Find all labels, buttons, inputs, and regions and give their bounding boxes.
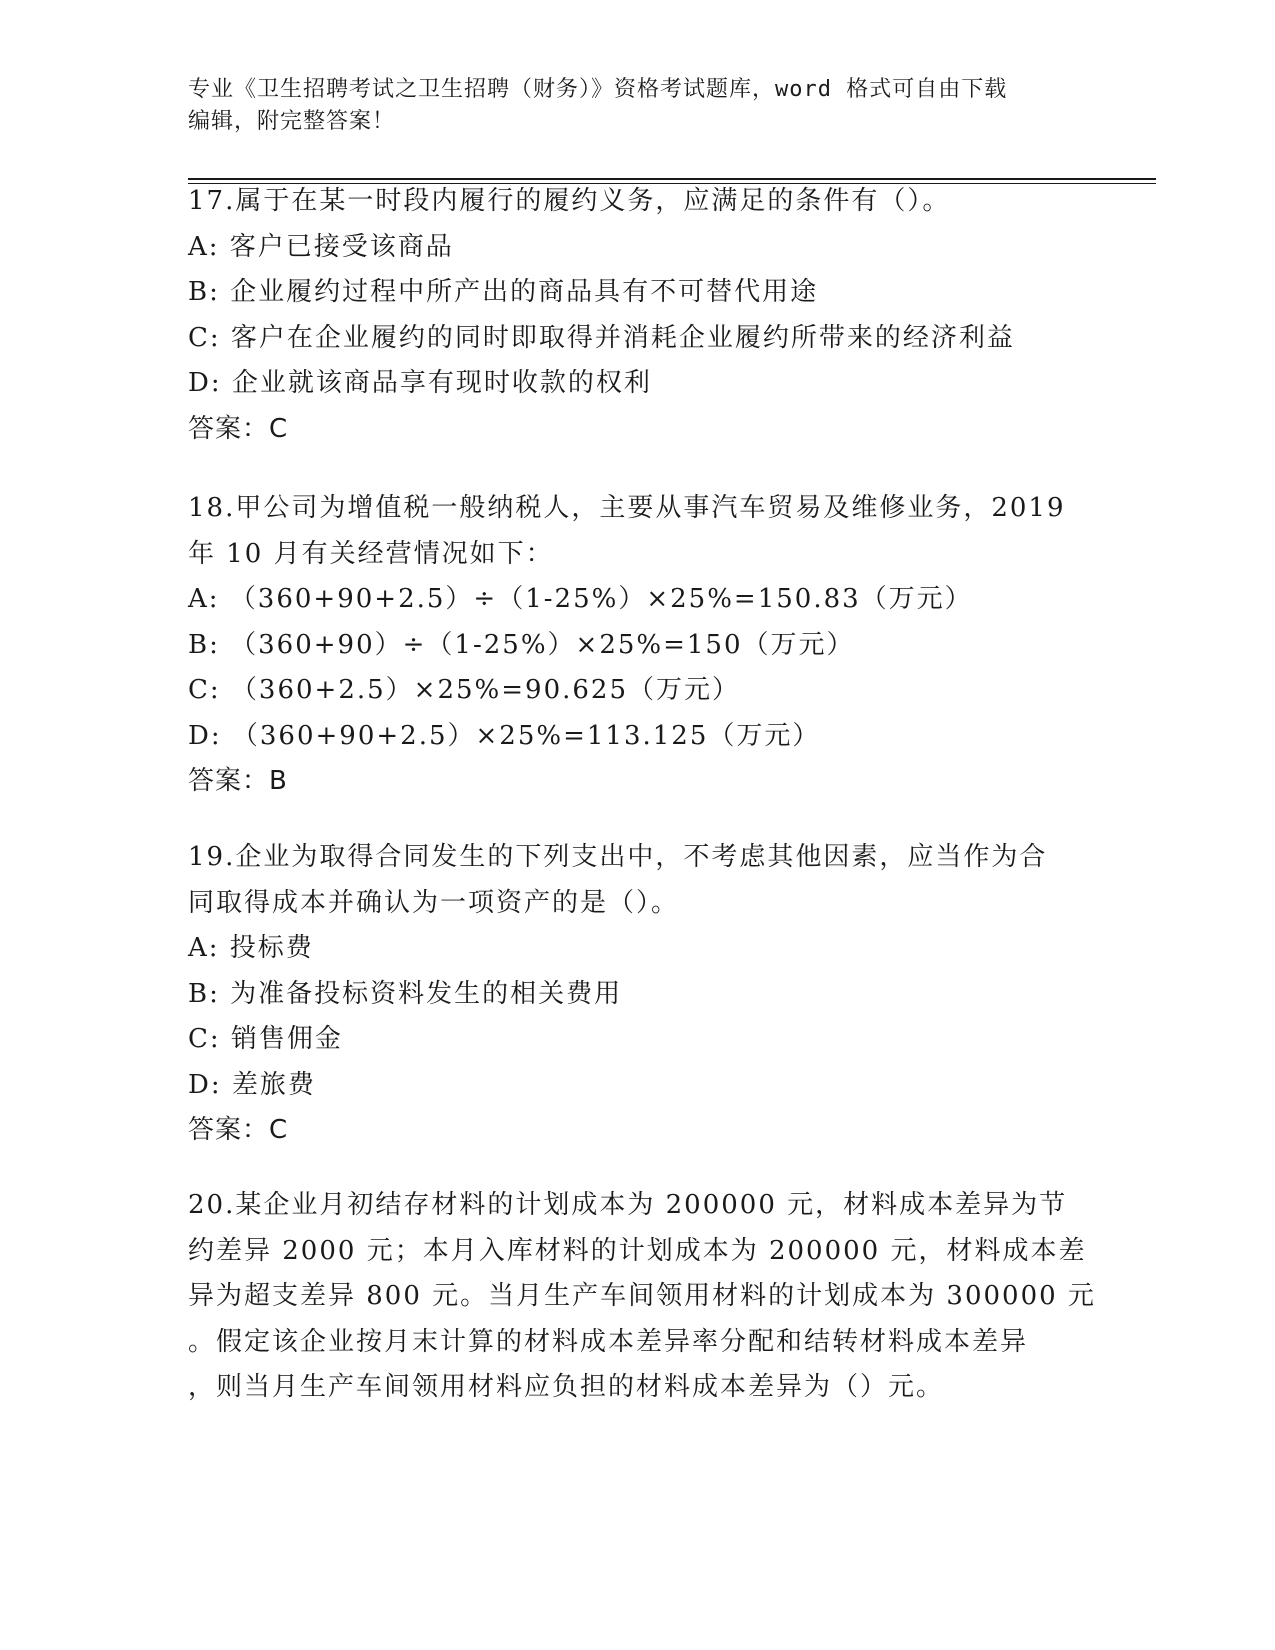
question-text: 20.某企业月初结存材料的计划成本为 200000 元，材料成本差异为节	[188, 1190, 1068, 1220]
option-c: C: （360+2.5）×25%=90.625（万元）	[188, 675, 741, 705]
option-b: B: 企业履约过程中所产出的商品具有不可替代用途	[188, 277, 819, 307]
option-d: D: （360+90+2.5）×25%=113.125（万元）	[188, 720, 821, 751]
header-line-1: 专业《卫生招聘考试之卫生招聘（财务）》资格考试题库，word 格式可自由下载	[188, 77, 1008, 102]
question-text: ，则当月生产车间领用材料应负担的材料成本差异为（）元。	[188, 1372, 945, 1402]
question-17	[188, 179, 1088, 452]
option-a: A: 客户已接受该商品	[188, 231, 454, 262]
option-b: B: 为准备投标资料发生的相关费用	[188, 978, 623, 1009]
document-header	[188, 74, 1088, 138]
header-line-2: 编辑，附完整答案！	[188, 109, 396, 134]
question-text: 年 10 月有关经营情况如下：	[188, 538, 554, 569]
option-d: D: 差旅费	[188, 1069, 316, 1100]
question-20	[188, 1183, 1096, 1411]
answer-label: 答案：C	[188, 413, 289, 444]
question-text: 。假定该企业按月末计算的材料成本差异率分配和结转材料成本差异	[188, 1326, 1029, 1357]
option-d: D: 企业就该商品享有现时收款的权利	[188, 368, 652, 398]
question-text: 18.甲公司为增值税一般纳税人，主要从事汽车贸易及维修业务，2019	[188, 493, 1066, 523]
option-c: C: 销售佣金	[188, 1024, 343, 1054]
question-text: 17.属于在某一时段内履行的履约义务，应满足的条件有（）。	[188, 186, 951, 216]
question-text: 异为超支差异 800 元。当月生产车间领用材料的计划成本为 300000 元	[188, 1281, 1096, 1311]
option-b: B: （360+90）÷（1-25%）×25%=150（万元）	[188, 629, 855, 660]
option-c: C: 客户在企业履约的同时即取得并消耗企业履约所带来的经济利益	[188, 322, 1015, 353]
question-18	[188, 486, 1088, 805]
answer-label: 答案：B	[188, 766, 288, 796]
option-a: A: 投标费	[188, 933, 314, 963]
option-a: A: （360+90+2.5）÷（1-25%）×25%=150.83（万元）	[188, 584, 973, 614]
question-19	[188, 835, 1088, 1154]
question-text: 19.企业为取得合同发生的下列支出中，不考虑其他因素，应当作为合	[188, 842, 1048, 872]
question-text: 约差异 2000 元；本月入库材料的计划成本为 200000 元，材料成本差	[188, 1235, 1087, 1266]
answer-label: 答案：C	[188, 1115, 289, 1145]
question-text: 同取得成本并确认为一项资产的是（）。	[188, 887, 680, 918]
